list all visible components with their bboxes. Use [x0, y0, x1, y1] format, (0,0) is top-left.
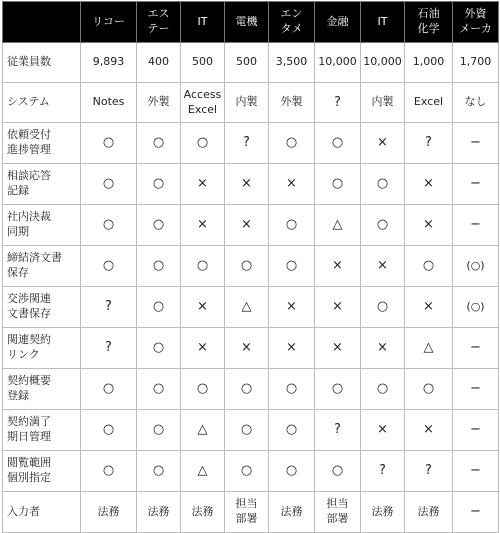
table-cell: Excel: [405, 83, 453, 123]
table-cell: ○: [361, 369, 405, 410]
table-row: [3, 164, 499, 205]
table-cell: 担当 部署: [225, 492, 269, 533]
table-row: [3, 451, 499, 492]
table-cell: (○): [453, 246, 499, 287]
row-label: 依頼受付 進捗管理: [3, 123, 81, 164]
table-cell: △: [315, 205, 361, 246]
table-cell: ○: [81, 164, 137, 205]
table-cell: 10,000: [315, 43, 361, 83]
table-cell: ×: [361, 410, 405, 451]
table-cell: ○: [137, 328, 181, 369]
table-cell: ○: [269, 123, 315, 164]
row-label: 締結済文書 保存: [3, 246, 81, 287]
table-cell: ○: [81, 369, 137, 410]
header-it-2: IT: [361, 2, 405, 43]
table-cell: 法務: [81, 492, 137, 533]
table-cell: ×: [361, 123, 405, 164]
table-cell: ×: [315, 246, 361, 287]
table-cell: 500: [225, 43, 269, 83]
header-ricoh: リコー: [81, 2, 137, 43]
table-cell: 10,000: [361, 43, 405, 83]
header-entertainment: エン タメ: [269, 2, 315, 43]
table-cell: ○: [361, 205, 405, 246]
table-cell: 1,700: [453, 43, 499, 83]
table-row: [3, 287, 499, 328]
table-cell: ○: [269, 369, 315, 410]
table-cell: ○: [315, 451, 361, 492]
table-cell: ×: [405, 205, 453, 246]
table-cell: 法務: [269, 492, 315, 533]
table-cell: ?: [81, 328, 137, 369]
table-cell: ×: [269, 328, 315, 369]
table-cell: ○: [81, 410, 137, 451]
table-cell: 法務: [361, 492, 405, 533]
table-cell: −: [453, 328, 499, 369]
table-cell: 内製: [225, 83, 269, 123]
table-cell: −: [453, 164, 499, 205]
table-cell: ?: [225, 123, 269, 164]
table-cell: △: [225, 287, 269, 328]
table-cell: ?: [361, 451, 405, 492]
table-cell: ×: [361, 246, 405, 287]
row-label: システム: [3, 83, 81, 123]
table-cell: −: [453, 492, 499, 533]
table-cell: ○: [137, 451, 181, 492]
table-cell: ?: [405, 123, 453, 164]
table-row: [3, 205, 499, 246]
header-electric: 電機: [225, 2, 269, 43]
table-cell: −: [453, 205, 499, 246]
row-label: 交渉関連 文書保存: [3, 287, 81, 328]
table-cell: ○: [181, 246, 225, 287]
table-cell: ×: [405, 287, 453, 328]
table-cell: ○: [361, 287, 405, 328]
table-cell: 3,500: [269, 43, 315, 83]
row-label: 契約満了 期日管理: [3, 410, 81, 451]
header-finance: 金融: [315, 2, 361, 43]
table-row: [3, 369, 499, 410]
table-row: [3, 43, 499, 83]
table-cell: ○: [225, 410, 269, 451]
table-cell: ○: [137, 369, 181, 410]
table-cell: ○: [405, 246, 453, 287]
row-label: 社内決裁 同期: [3, 205, 81, 246]
table-cell: 外製: [269, 83, 315, 123]
table-cell: △: [181, 410, 225, 451]
table-cell: −: [453, 123, 499, 164]
table-row: [3, 246, 499, 287]
table-cell: ○: [361, 164, 405, 205]
table-cell: ○: [137, 123, 181, 164]
table-cell: ○: [315, 369, 361, 410]
table-cell: ○: [225, 369, 269, 410]
table-cell: ○: [81, 123, 137, 164]
row-label: 関連契約 リンク: [3, 328, 81, 369]
table-cell: ?: [405, 451, 453, 492]
table-cell: ×: [225, 328, 269, 369]
table-row: [3, 83, 499, 123]
table-cell: ×: [269, 164, 315, 205]
table-cell: ×: [315, 287, 361, 328]
row-label: 従業員数: [3, 43, 81, 83]
row-label: 閲覧範囲 個別指定: [3, 451, 81, 492]
table-cell: ○: [81, 246, 137, 287]
table-cell: ?: [315, 410, 361, 451]
table-cell: −: [453, 410, 499, 451]
table-cell: ○: [269, 451, 315, 492]
table-cell: ○: [315, 123, 361, 164]
table-cell: ○: [269, 246, 315, 287]
table-cell: ×: [181, 287, 225, 328]
table-cell: 法務: [405, 492, 453, 533]
table-row: [3, 328, 499, 369]
comparison-table: [2, 1, 499, 533]
table-cell: 9,893: [81, 43, 137, 83]
table-cell: ○: [81, 205, 137, 246]
table-cell: ○: [137, 164, 181, 205]
table-cell: ○: [225, 246, 269, 287]
table-cell: ×: [315, 328, 361, 369]
table-cell: 内製: [361, 83, 405, 123]
header-petrochem: 石油 化学: [405, 2, 453, 43]
table-cell: ○: [137, 205, 181, 246]
table-cell: 法務: [137, 492, 181, 533]
table-cell: ×: [181, 328, 225, 369]
table-cell: ×: [225, 205, 269, 246]
table-cell: ?: [315, 83, 361, 123]
table-cell: ○: [181, 123, 225, 164]
header-corner: [3, 2, 81, 43]
table-cell: −: [453, 369, 499, 410]
table-cell: △: [405, 328, 453, 369]
table-cell: ○: [315, 164, 361, 205]
table-cell: ○: [137, 246, 181, 287]
table-cell: 1,000: [405, 43, 453, 83]
table-cell: ○: [137, 410, 181, 451]
table-cell: ○: [405, 369, 453, 410]
table-cell: 400: [137, 43, 181, 83]
table-cell: ○: [81, 451, 137, 492]
table-cell: ?: [81, 287, 137, 328]
row-label: 契約概要 登録: [3, 369, 81, 410]
table-row: [3, 123, 499, 164]
table-cell: ×: [181, 164, 225, 205]
row-label: 入力者: [3, 492, 81, 533]
header-it-1: IT: [181, 2, 225, 43]
table-cell: Notes: [81, 83, 137, 123]
table-row: [3, 410, 499, 451]
table-cell: ×: [181, 205, 225, 246]
table-cell: △: [181, 451, 225, 492]
table-cell: ○: [181, 369, 225, 410]
table-cell: ○: [137, 287, 181, 328]
table-cell: 法務: [181, 492, 225, 533]
table-cell: ○: [225, 451, 269, 492]
table-cell: 担当 部署: [315, 492, 361, 533]
table-cell: Access Excel: [181, 83, 225, 123]
table-cell: なし: [453, 83, 499, 123]
table-cell: ○: [269, 205, 315, 246]
row-label: 相談応答 記録: [3, 164, 81, 205]
header-st: エス テー: [137, 2, 181, 43]
table-cell: ×: [269, 287, 315, 328]
table-cell: −: [453, 451, 499, 492]
table-cell: 外製: [137, 83, 181, 123]
table-cell: 500: [181, 43, 225, 83]
table-cell: ○: [269, 410, 315, 451]
table-cell: ×: [405, 164, 453, 205]
table-cell: ×: [405, 410, 453, 451]
table-cell: (○): [453, 287, 499, 328]
header-row: [3, 2, 499, 43]
table-row: [3, 492, 499, 533]
table-cell: ×: [361, 328, 405, 369]
header-foreign-maker: 外資 メーカ: [453, 2, 499, 43]
table-cell: ×: [225, 164, 269, 205]
